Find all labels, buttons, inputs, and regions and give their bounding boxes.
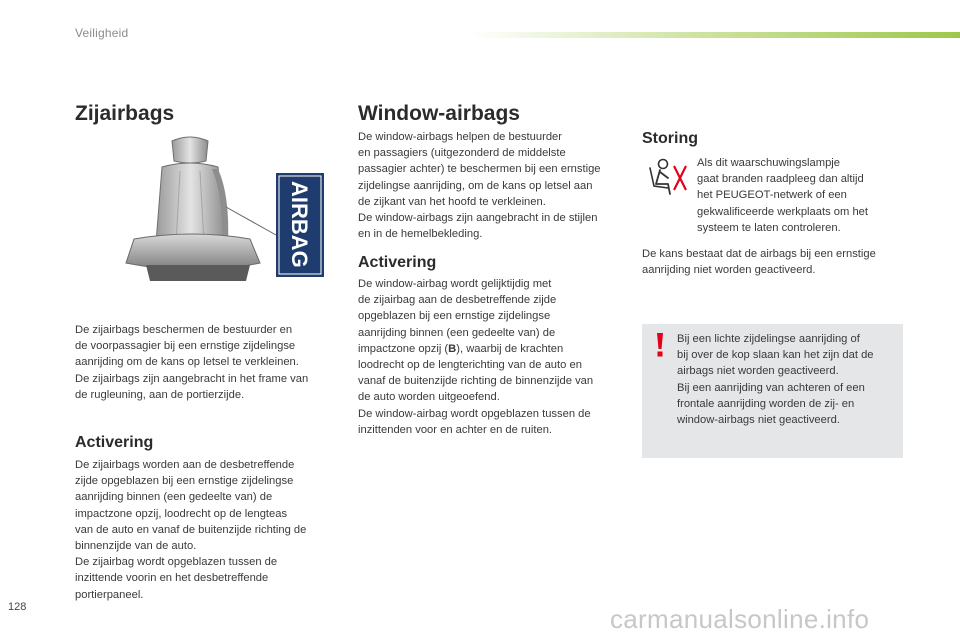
seat-airbag-warning-icon bbox=[646, 158, 690, 198]
window-airbags-activering-text: De window-airbag wordt gelijktijdig met de zijairbag aan de desbetreffende zijde opgeblazen bij een ernstige zijdelingse aanrijding binnen (een gedeelte van) de impactzone opzij (B), waarbij de krachten loodrecht op de lengterichting van de auto en vanaf de buitenzijde richting de binnenzijde van de auto worden uitgeoefend. De window-airbag wordt opgeblazen tussen de inzittenden voor en achter en de ruiten. bbox=[358, 278, 594, 436]
zijairbags-activering-heading: Activering bbox=[75, 434, 154, 451]
window-airbags-description: De window-airbags helpen de bestuurder en passagiers (uitgezonderd de middelste passagier achter) te beschermen bij een ernstige zijdelingse aanrijding, om de kans op letsel aan de zijkant van het hoofd te verkleinen. De window-airbags zijn aangebracht in de stijlen en in de hemelbekleding. bbox=[358, 131, 601, 241]
zijairbags-description: De zijairbags beschermen de bestuurder en de voorpassagier bij een ernstige zijdelingse aanrijding om de kans op letsel te verkleinen. De zijairbags zijn aangebracht in het frame van de rugleuning, aan de portierzijde. bbox=[75, 324, 309, 401]
page-number: 128 bbox=[8, 601, 27, 613]
note-text: Bij een lichte zijdelingse aanrijding of bij over de kop slaan kan het zijn dat de airbags niet worden geactiveerd. Bij een aanrijding van achteren of een frontale aanrijding worden de zij- en window-airbags niet geactiveerd. bbox=[677, 333, 874, 427]
window-airbags-heading: Window-airbags bbox=[358, 102, 520, 125]
watermark: carmanualsonline.info bbox=[610, 604, 870, 634]
seat-airbag-illustration bbox=[100, 135, 330, 285]
airbag-label: AIRBAG bbox=[287, 181, 312, 268]
zijairbags-heading: Zijairbags bbox=[75, 102, 175, 125]
window-airbags-activering-heading: Activering bbox=[358, 254, 437, 271]
zijairbags-activering-text: De zijairbags worden aan de desbetreffende zijde opgeblazen bij een ernstige zijdelingse aanrijding binnen (een gedeelte van) de impactzone opzij, loodrecht op de lengteas van de auto en vanaf de buitenzijde richting de binnenzijde van de auto. De zijairbag wordt opgeblazen tussen de inzittende voorin en het desbetreffende portierpaneel. bbox=[75, 459, 307, 601]
storing-warning-text: Als dit waarschuwingslampje gaat branden raadpleeg dan altijd het PEUGEOT-netwerk of een gekwalificeerde werkplaats om het systeem te laten controleren. bbox=[697, 157, 869, 234]
figure-reference-b: B bbox=[448, 342, 457, 355]
storing-description: De kans bestaat dat de airbags bij een ernstige aanrijding niet worden geactiveerd. bbox=[642, 248, 876, 277]
exclamation-icon bbox=[654, 332, 666, 358]
section-title: Veiligheid bbox=[75, 26, 129, 40]
header-accent-bar bbox=[470, 32, 960, 38]
storing-heading: Storing bbox=[642, 130, 698, 147]
note-box bbox=[642, 324, 903, 458]
